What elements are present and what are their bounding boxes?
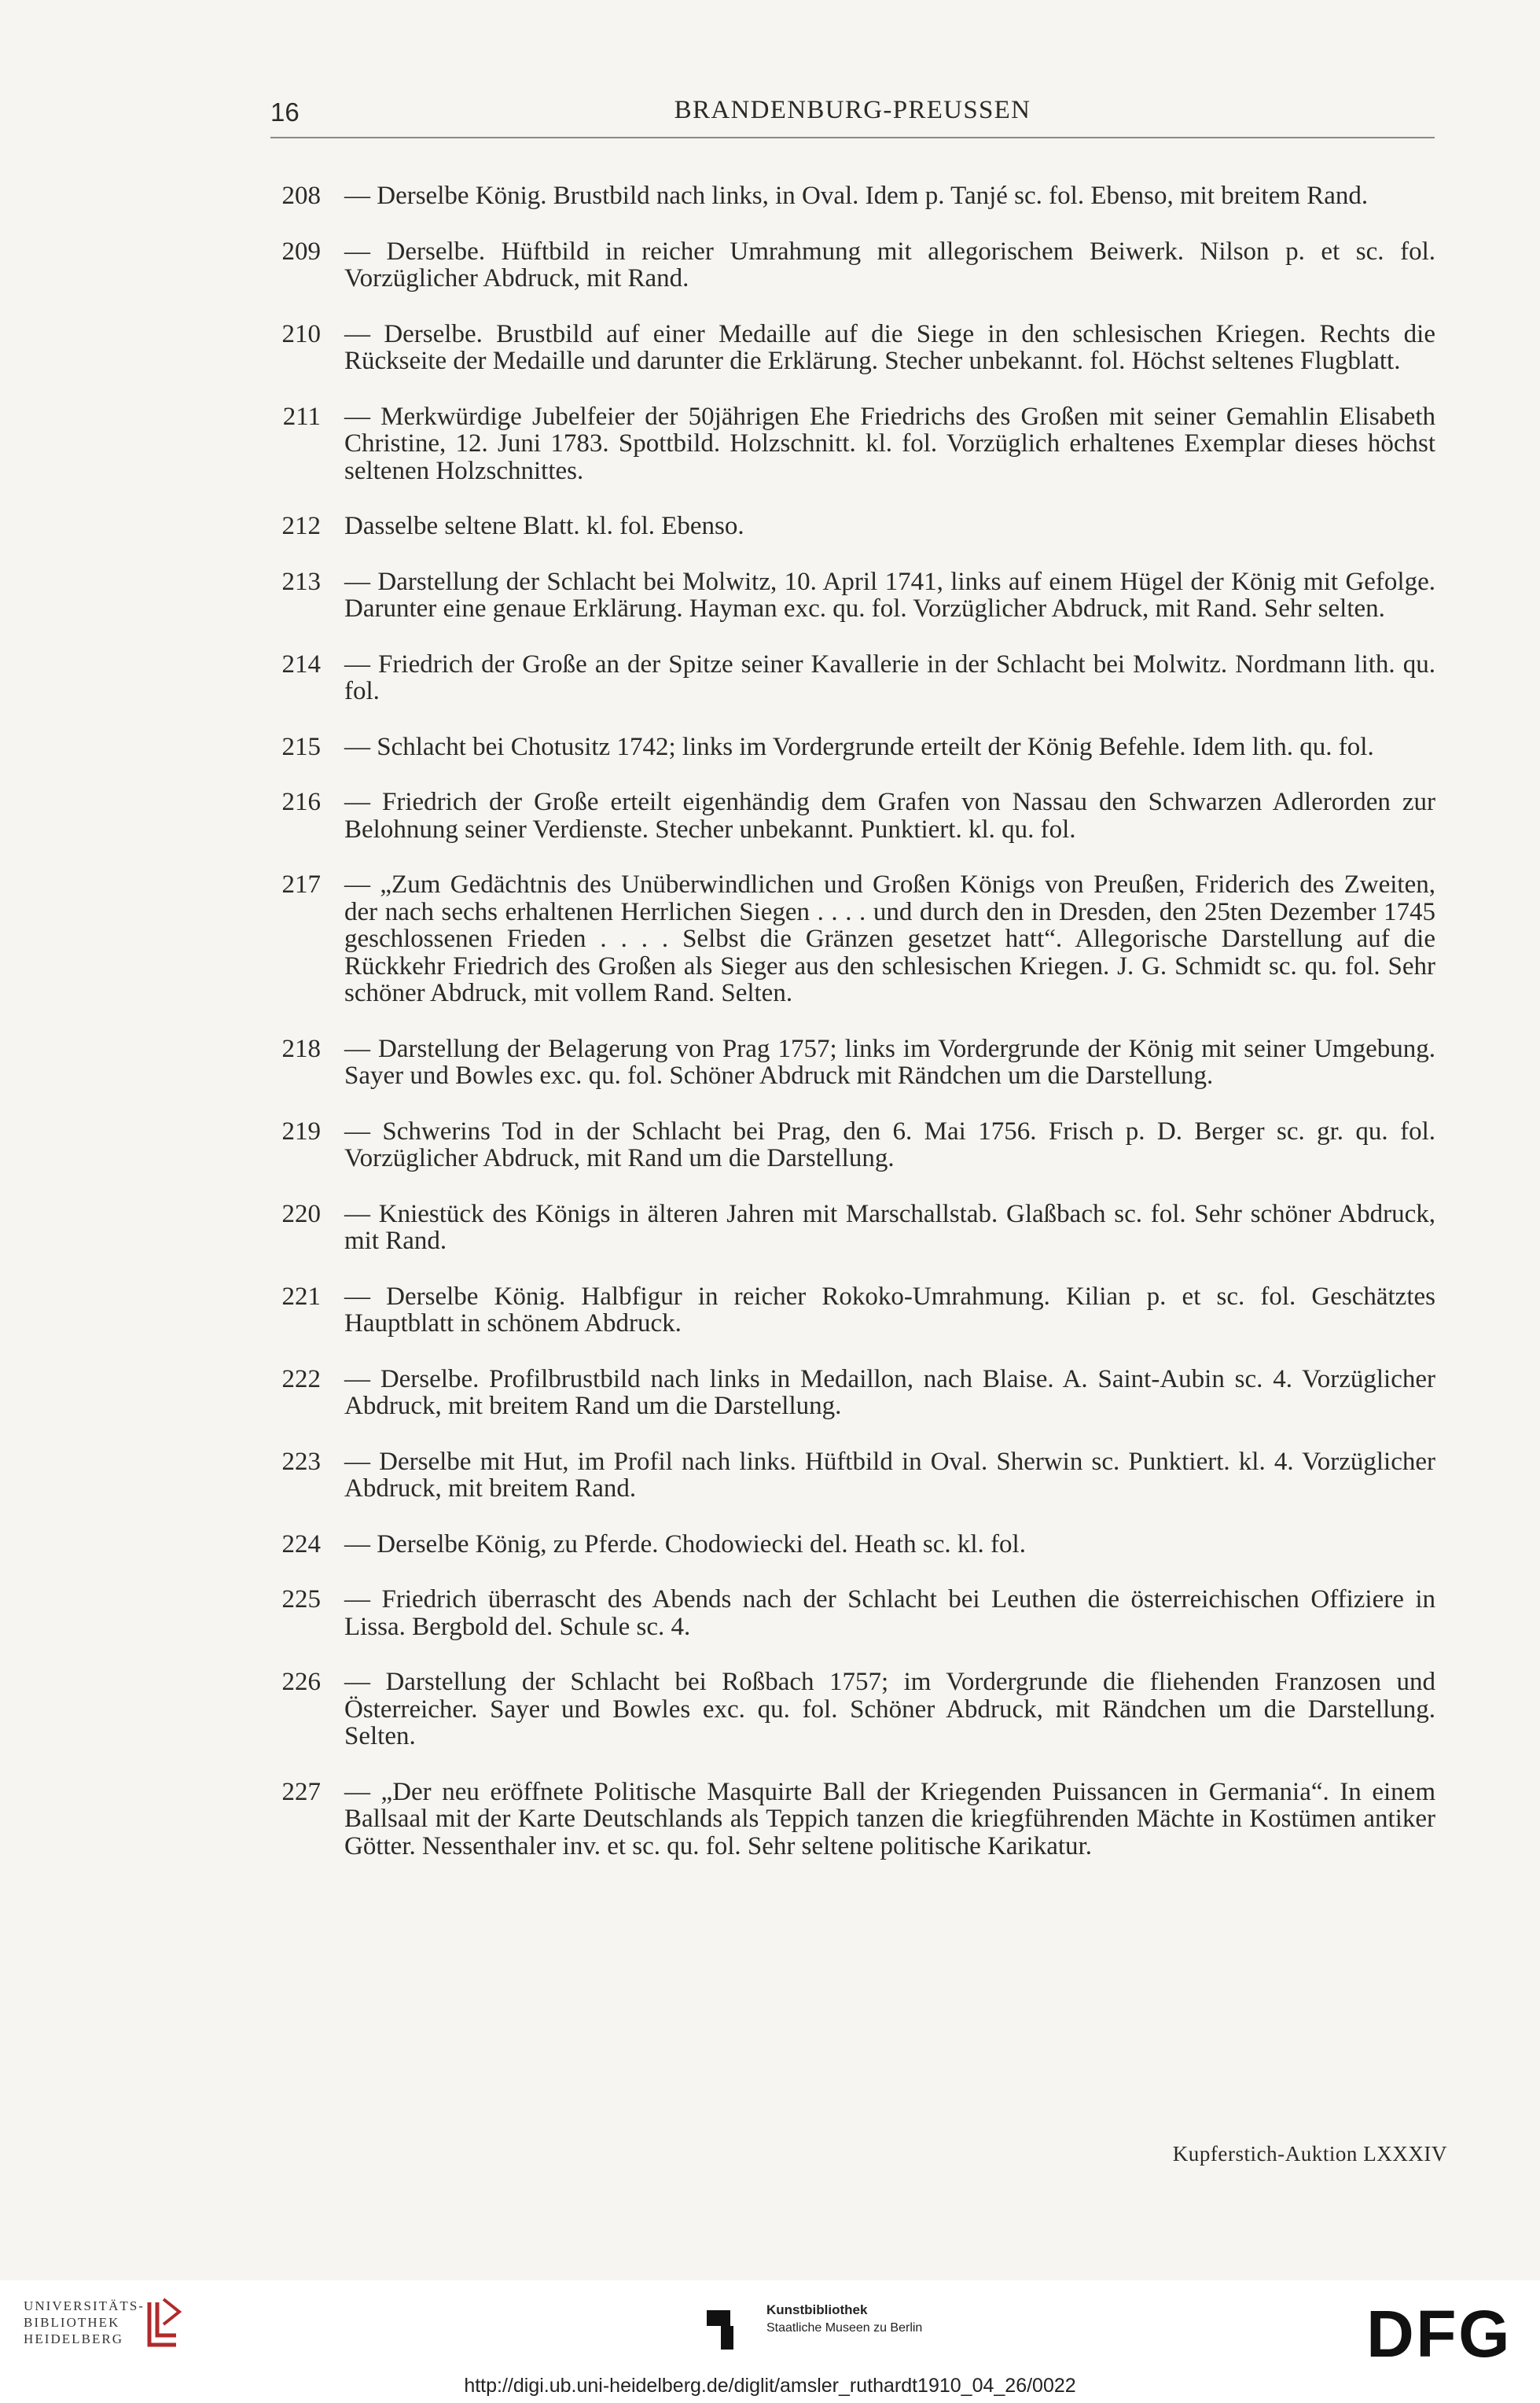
entry-number: 225	[281, 1585, 321, 1614]
entry-text: Dasselbe seltene Blatt. kl. fol. Ebenso.	[344, 512, 744, 540]
kunstbibliothek-logo[interactable]	[766, 2302, 922, 2335]
entry-text: — Schwerins Tod in der Schlacht bei Prag, den 6. Mai 1756. Frisch p. D. Berger sc. gr. qu. fol. Vorzüglicher Abdruck, mit Rand um die Darstellung.	[344, 1117, 1435, 1172]
dfg-logo[interactable]: DFG	[1366, 2297, 1512, 2371]
entry-number: 218	[281, 1034, 321, 1063]
entry-text: — Darstellung der Schlacht bei Roßbach 1757; im Vordergrunde die fliehenden Franzosen und Österreicher. Sayer und Bowles exc. qu. fol. Schöner Abdruck, mit Rändchen um die Darstellung. Selten.	[344, 1668, 1435, 1750]
catalogue-entry	[272, 321, 1435, 375]
catalogue-entry	[272, 651, 1435, 705]
entry-number: 213	[281, 567, 321, 596]
entry-text: — Schlacht bei Chotusitz 1742; links im Vordergrunde erteilt der König Befehle. Idem lith. qu. fol.	[344, 732, 1374, 761]
entry-number: 219	[281, 1117, 321, 1146]
entry-number: 215	[281, 732, 321, 761]
entry-number: 212	[281, 512, 321, 540]
entry-text: — Kniestück des Königs in älteren Jahren mit Marschallstab. Glaßbach sc. fol. Sehr schöner Abdruck, mit Rand.	[344, 1199, 1435, 1255]
entry-number: 226	[281, 1668, 321, 1696]
entry-number: 227	[281, 1777, 321, 1806]
ub-logo-line: HEIDELBERG	[24, 2331, 124, 2346]
viewer-bottom-bar	[0, 2280, 1540, 2403]
page-number: 16	[270, 98, 300, 127]
entry-text: — „Zum Gedächtnis des Unüberwindlichen und Großen Königs von Preußen, Friderich des Zweiten, der nach sechs erhaltenen Herrlichen Siegen . . . . und durch den in Dresden, den 25ten Dezember 1745 geschlossenen Frieden . . . . Selbst die Gränzen gesetzet hatt“. Allegorische Darstellung auf die Rückkehr Friedrich des Großen als Sieger aus den schlesischen Kriegen. J. G. Schmidt sc. qu. fol. Sehr schöner Abdruck, mit vollem Rand. Selten.	[344, 870, 1435, 1007]
entry-text: — Derselbe mit Hut, im Profil nach links. Hüftbild in Oval. Sherwin sc. Punktiert. kl. 4. Vorzüglicher Abdruck, mit breitem Rand.	[344, 1447, 1435, 1503]
catalogue-entry	[272, 1366, 1435, 1420]
entry-number: 222	[281, 1364, 321, 1393]
entry-number: 214	[281, 650, 321, 679]
entry-number: 216	[281, 788, 321, 816]
entry-number: 208	[281, 182, 321, 210]
entry-text: — „Der neu eröffnete Politische Masquirte Ball der Kriegenden Puissancen in Germania“. In einem Ballsaal mit der Karte Deutschlands als Teppich tanzen die kriegführenden Mächte in Kostümen antiker Götter. Nessenthaler inv. et sc. qu. fol. Sehr seltene politische Karikatur.	[344, 1777, 1435, 1860]
ub-emblem-icon	[140, 2296, 187, 2354]
entry-text: — Derselbe. Brustbild auf einer Medaille auf die Siege in den schlesischen Kriegen. Rechts die Rückseite der Medaille und darunter die Erklärung. Stecher unbekannt. fol. Höchst seltenes Flugblatt.	[344, 319, 1435, 375]
permalink-url[interactable]: http://digi.ub.uni-heidelberg.de/diglit/amsler_ruthardt1910_04_26/0022	[464, 2375, 1076, 2397]
ub-logo-line: UNIVERSITÄTS-	[24, 2298, 145, 2313]
kunstbibliothek-emblem-icon	[704, 2298, 759, 2356]
catalogue-entry	[272, 1669, 1435, 1750]
catalogue-entry	[272, 513, 1435, 540]
entry-text: — Darstellung der Belagerung von Prag 1757; links im Vordergrunde der König mit seiner Umgebung. Sayer und Bowles exc. qu. fol. Schöner Abdruck mit Rändchen um die Darstellung.	[344, 1034, 1435, 1090]
entry-number: 224	[281, 1529, 321, 1558]
catalogue-entry	[272, 182, 1435, 210]
entry-text: — Friedrich überrascht des Abends nach der Schlacht bei Leuthen die österreichischen Offiziere in Lissa. Bergbold del. Schule sc. 4.	[344, 1585, 1435, 1641]
entry-number: 211	[282, 402, 321, 431]
kb-subtitle: Staatliche Museen zu Berlin	[766, 2321, 923, 2335]
catalogue-entry	[272, 1201, 1435, 1255]
catalogue-entry	[272, 1448, 1435, 1503]
entry-text: — Derselbe König. Brustbild nach links, in Oval. Idem p. Tanjé sc. fol. Ebenso, mit breitem Rand.	[344, 182, 1369, 210]
entry-number: 221	[281, 1282, 321, 1311]
entry-text: — Darstellung der Schlacht bei Molwitz, 10. April 1741, links auf einem Hügel der König mit Gefolge. Darunter eine genaue Erklärung. Hayman exc. qu. fol. Vorzüglicher Abdruck, mit Rand. Sehr selten.	[344, 567, 1435, 623]
entry-text: — Friedrich der Große an der Spitze seiner Kavallerie in der Schlacht bei Molwitz. Nordmann lith. qu. fol.	[344, 650, 1435, 705]
entry-text: — Derselbe König, zu Pferde. Chodowiecki del. Heath sc. kl. fol.	[344, 1529, 1026, 1558]
catalogue-entry	[272, 871, 1435, 1007]
entry-text: — Merkwürdige Jubelfeier der 50jährigen Ehe Friedrichs des Großen mit seiner Gemahlin Elisabeth Christine, 12. Juni 1783. Spottbild. Holzschnitt. kl. fol. Vorzüglich erhaltenes Exemplar dieses höchst seltenen Holzschnittes.	[344, 402, 1435, 485]
auction-footer: Kupferstich-Auktion LXXXIV	[1172, 2142, 1447, 2166]
entry-number: 209	[281, 237, 321, 266]
catalogue-entry	[272, 1531, 1435, 1558]
ub-logo-line: BIBLIOTHEK	[24, 2315, 120, 2330]
entry-text: — Derselbe. Profilbrustbild nach links in Medaillon, nach Blaise. A. Saint-Aubin sc. 4. Vorzüglicher Abdruck, mit breitem Rand um die Darstellung.	[344, 1364, 1435, 1420]
catalogue-entry	[272, 1586, 1435, 1640]
catalogue-entry	[272, 238, 1435, 293]
catalogue-entry	[272, 569, 1435, 623]
entry-number: 210	[281, 319, 321, 348]
catalogue-entry	[272, 1283, 1435, 1338]
kb-name: Kunstbibliothek	[766, 2302, 868, 2317]
catalogue-entry	[272, 734, 1435, 761]
entry-number: 223	[281, 1447, 321, 1476]
catalogue-entry	[272, 403, 1435, 485]
entry-text: — Derselbe. Hüftbild in reicher Umrahmung mit allegorischem Beiwerk. Nilson p. et sc. fol. Vorzüglicher Abdruck, mit Rand.	[344, 237, 1435, 293]
page-header	[270, 93, 1435, 138]
entry-number: 217	[281, 870, 321, 899]
entry-number: 220	[281, 1199, 321, 1228]
running-title: BRANDENBURG-PREUSSEN	[674, 96, 1031, 124]
catalogue-entry	[272, 1118, 1435, 1172]
entry-text: — Derselbe König. Halbfigur in reicher Rokoko-Umrahmung. Kilian p. et sc. fol. Geschätztes Hauptblatt in schönem Abdruck.	[344, 1282, 1435, 1338]
entry-text: — Friedrich der Große erteilt eigenhändig dem Grafen von Nassau den Schwarzen Adlerorden zur Belohnung seiner Verdienste. Stecher unbekannt. Punktiert. kl. qu. fol.	[344, 788, 1435, 844]
ub-heidelberg-logo[interactable]	[24, 2298, 145, 2347]
catalogue-entry	[272, 789, 1435, 843]
catalogue-entry	[272, 1779, 1435, 1860]
catalogue-entries	[272, 182, 1435, 1888]
catalogue-entry	[272, 1036, 1435, 1090]
